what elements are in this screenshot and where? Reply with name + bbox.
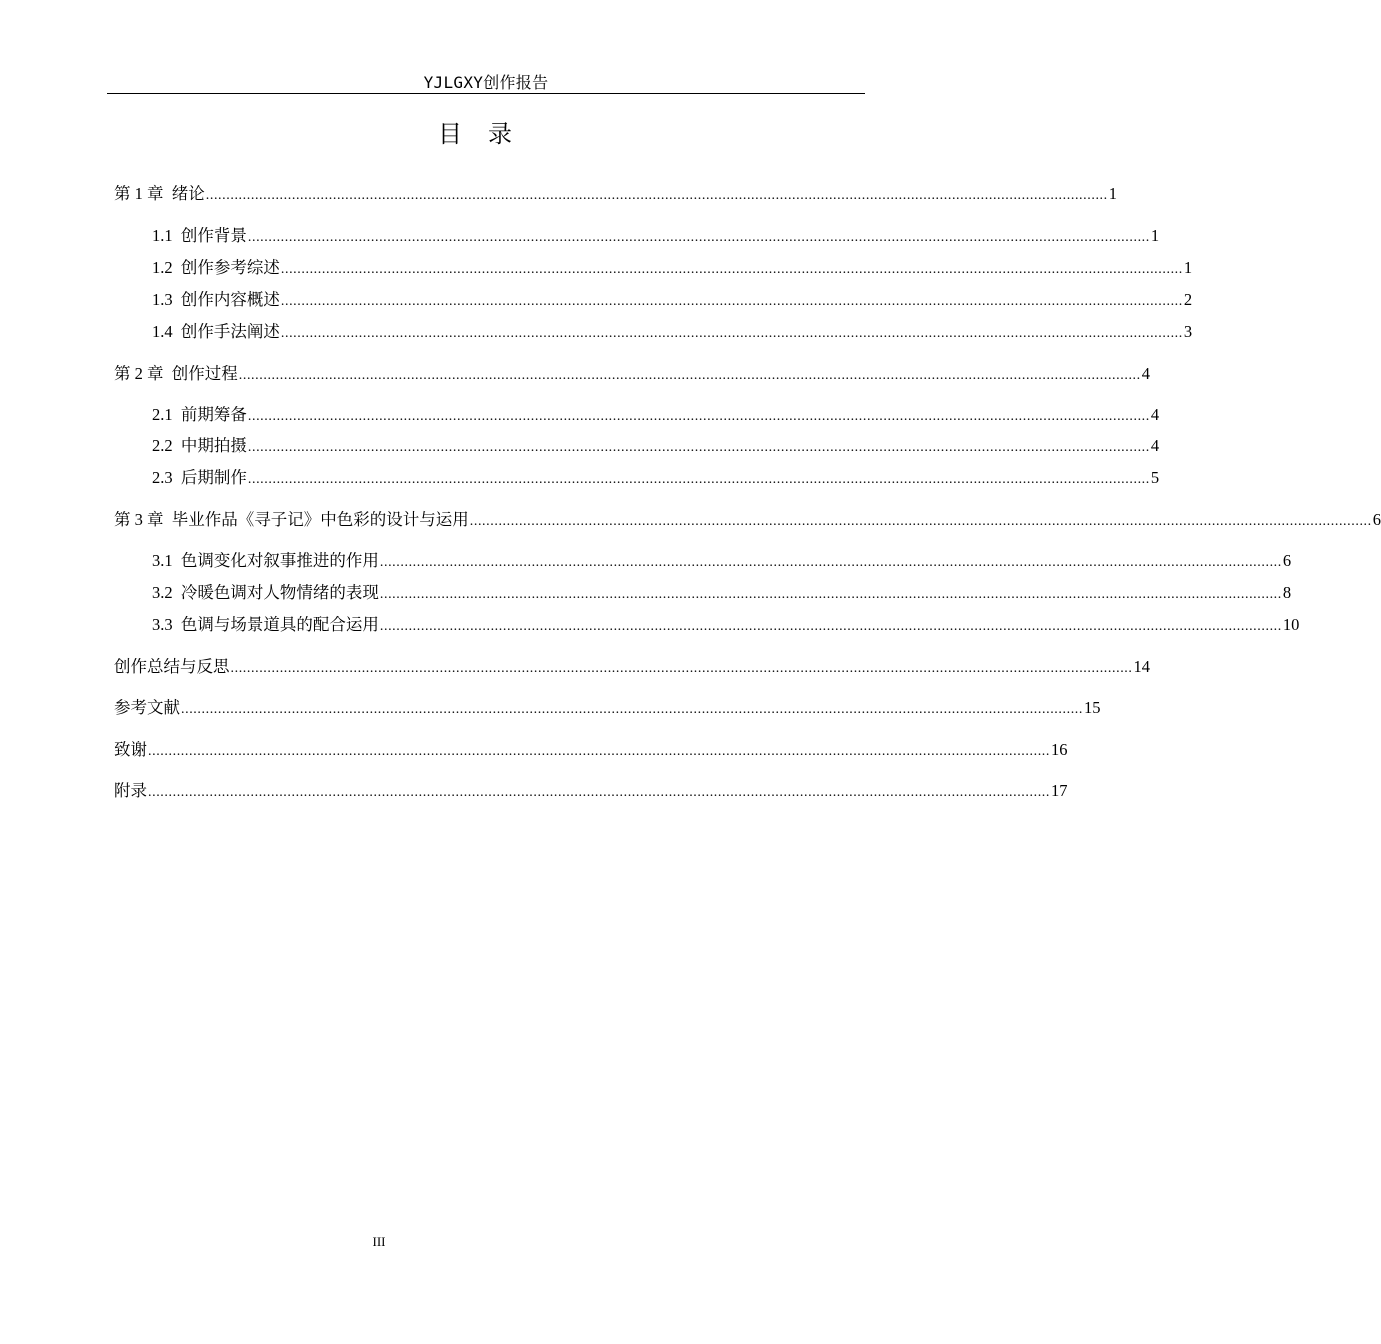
entry-label: 色调变化对叙事推进的作用 [180,551,379,570]
entry-label: 创作过程 [171,364,238,383]
toc-entry-section[interactable] [152,435,1160,457]
entry-number: 3.2 [152,583,181,602]
entry-number: 2.3 [152,468,181,487]
page-number: III [372,1234,386,1249]
dot-leader: ............................................................................................................................................................................................................................ [280,326,1183,341]
entry-page: 2 [1183,290,1193,309]
entry-page: 3 [1183,322,1193,341]
entry-label: 附录 [114,781,147,800]
dot-leader: ............................................................................................................................................................................................................................ [280,294,1183,309]
entry-page: 4 [1150,405,1160,424]
entry-label: 后期制作 [180,468,247,487]
entry-page: 1 [1183,258,1193,277]
entry-number: 3.1 [152,551,181,570]
dot-leader: ............................................................................................................................................................................................................................ [148,785,1050,800]
entry-page: 15 [1084,698,1101,717]
entry-label: 创作内容概述 [180,290,280,309]
entry-number: 1.2 [152,258,181,277]
entry-number: 第 2 章 [114,364,172,383]
toc-entry-chapter-2[interactable] [114,363,1150,385]
toc-entry-section[interactable] [152,550,1292,572]
dot-leader: ............................................................................................................................................................................................................................ [280,262,1183,277]
entry-number: 第 1 章 [114,184,172,203]
toc-entry-section[interactable] [152,467,1160,489]
toc-entry-section[interactable] [152,614,1300,636]
entry-page: 8 [1282,583,1292,602]
toc-entry-section[interactable] [152,321,1193,343]
dot-leader: ............................................................................................................................................................................................................................ [247,409,1150,424]
entry-label: 创作背景 [180,226,247,245]
entry-page: 6 [1282,551,1292,570]
entry-number: 2.2 [152,436,181,455]
dot-leader: ............................................................................................................................................................................................................................ [247,472,1150,487]
entry-label: 色调与场景道具的配合运用 [180,615,379,634]
dot-leader: ............................................................................................................................................................................................................................ [379,587,1282,602]
dot-leader: ............................................................................................................................................................................................................................ [230,661,1133,676]
entry-page: 14 [1133,657,1150,676]
toc-entry-section[interactable] [152,225,1160,247]
entry-number: 1.3 [152,290,181,309]
entry-label: 冷暖色调对人物情绪的表现 [180,583,379,602]
entry-label: 致谢 [114,740,147,759]
entry-label: 绪论 [171,184,205,203]
dot-leader: ............................................................................................................................................................................................................................ [205,188,1108,203]
entry-number: 第 3 章 [114,510,172,529]
dot-leader: ............................................................................................................................................................................................................................ [379,619,1282,634]
entry-label: 创作参考综述 [180,258,280,277]
entry-page: 16 [1051,740,1068,759]
dot-leader: ............................................................................................................................................................................................................................ [379,555,1282,570]
dot-leader: ............................................................................................................................................................................................................................ [469,514,1372,529]
entry-label: 毕业作品《寻子记》中色彩的设计与运用 [171,510,469,529]
entry-label: 参考文献 [114,698,180,717]
toc-entry-section[interactable] [152,404,1160,426]
toc-entry-acknowledgements[interactable] [114,739,1068,761]
dot-leader: ............................................................................................................................................................................................................................ [181,702,1083,717]
entry-label: 创作手法阐述 [180,322,280,341]
entry-number: 3.3 [152,615,181,634]
toc-entry-section[interactable] [152,582,1292,604]
entry-page: 1 [1108,184,1117,203]
page-header-title: YJLGXY创作报告 [423,73,549,92]
entry-page: 4 [1150,436,1160,455]
dot-leader: ............................................................................................................................................................................................................................ [238,368,1141,383]
entry-page: 5 [1150,468,1160,487]
dot-leader: ............................................................................................................................................................................................................................ [247,230,1150,245]
toc-entry-chapter-1[interactable] [114,183,1117,205]
toc-entry-references[interactable] [114,697,1101,719]
toc-title: 目录 [438,120,538,148]
entry-number: 1.1 [152,226,181,245]
entry-page: 10 [1282,615,1300,634]
entry-label: 中期拍摄 [180,436,247,455]
dot-leader: ............................................................................................................................................................................................................................ [148,744,1050,759]
toc-entry-summary[interactable] [114,656,1150,678]
entry-page: 6 [1372,510,1381,529]
entry-label: 前期筹备 [180,405,247,424]
entry-page: 17 [1051,781,1068,800]
entry-page: 4 [1141,364,1150,383]
toc-entry-chapter-3[interactable] [114,509,1381,531]
entry-label: 创作总结与反思 [114,657,230,676]
toc-entry-section[interactable] [152,289,1193,311]
toc-entry-appendix[interactable] [114,780,1068,802]
dot-leader: ............................................................................................................................................................................................................................ [247,440,1150,455]
entry-page: 1 [1150,226,1160,245]
entry-number: 2.1 [152,405,181,424]
toc-entry-section[interactable] [152,257,1193,279]
entry-number: 1.4 [152,322,181,341]
